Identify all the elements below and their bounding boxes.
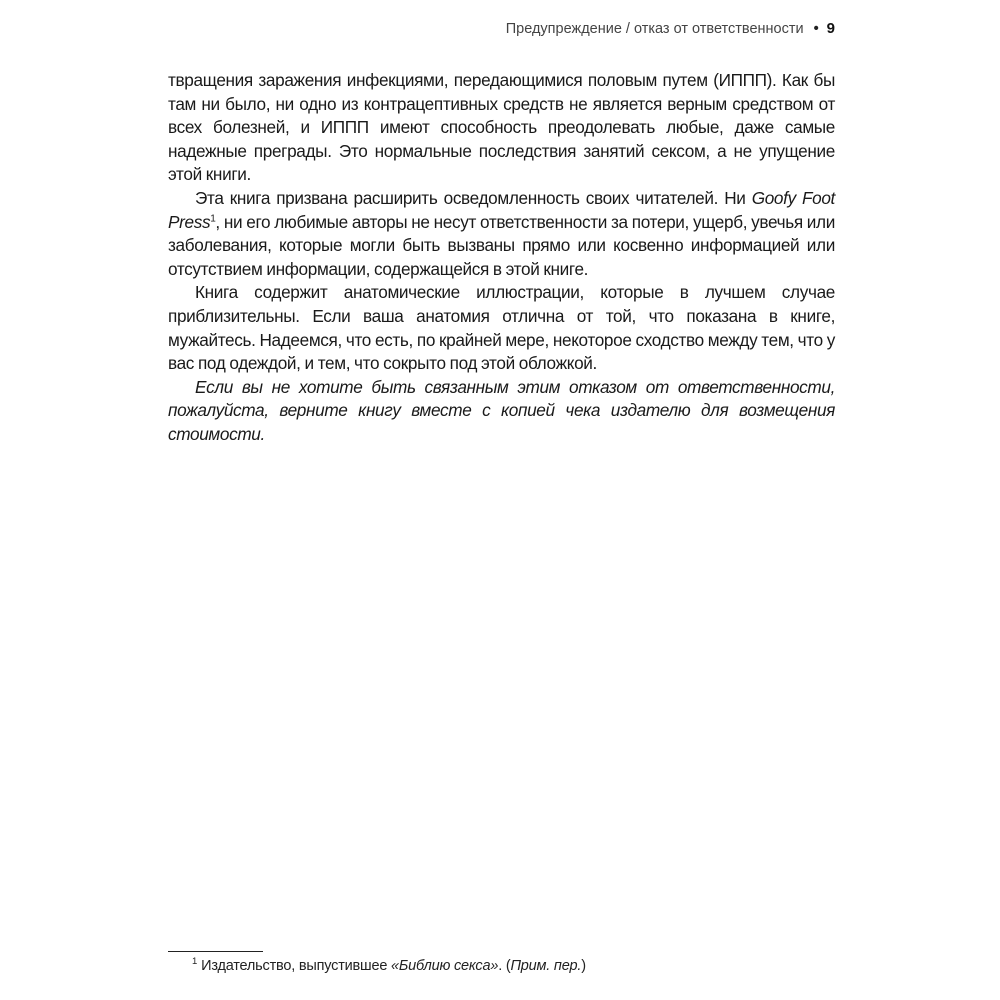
footnote-text-middle: . ( [498,958,511,974]
body-text [168,69,835,447]
paragraph-3: Книга содержит анатомические иллюстрации, которые в лучшем случае приблизительны. Если ваша анатомия отлична от той, что показана в книге, мужайтесь. Надеемся, что есть, по крайней мере, некоторое сходство между тем, что у вас под одеждой, и тем, что сокрыто под этой обложкой. [168,282,835,374]
footnote-reference: 1 [210,212,216,224]
footnote-divider [168,951,263,952]
publisher-name: Goofy Foot Press [168,187,835,232]
footnote [192,958,586,974]
footnote-text-start: Издательство, выпустившее [201,958,392,974]
paragraph-2-start: Эта книга призвана расширить осведомленность своих читателей. Ни [195,187,752,208]
footnote-text-close: ) [581,958,586,974]
running-title: Предупреждение / отказ от ответственности [505,21,804,37]
header-bullet: • [813,21,819,37]
paragraph-2 [168,187,835,281]
paragraph-1: твращения заражения инфекциями, передающимися половым путем (ИППП). Как бы там ни было, ни одно из контрацептивных средств не является верным средством от всех болезней, и ИППП имеют способность преодолевать любые, даже самые надежные преграды. Это нормальные последствия занятий сексом, а не упущение этой книги. [168,70,835,185]
paragraph-4: Если вы не хотите быть связанным этим отказом от ответственности, пожалуйста, верните книгу вместе с копией чека издателю для возмещения стоимости. [168,376,835,444]
paragraph-2-end: , ни его любимые авторы не несут ответственности за потери, ущерб, увечья или заболевания, которые могли быть вызваны прямо или косвенно информацией или отсутствием информации, содержащейся в этой книге. [168,211,835,279]
footnote-translator-note: Прим. пер. [510,958,582,974]
running-header [506,20,835,37]
page-number: 9 [826,20,835,37]
footnote-book-title: «Библию секса» [391,958,499,974]
footnote-marker: 1 [192,956,198,968]
